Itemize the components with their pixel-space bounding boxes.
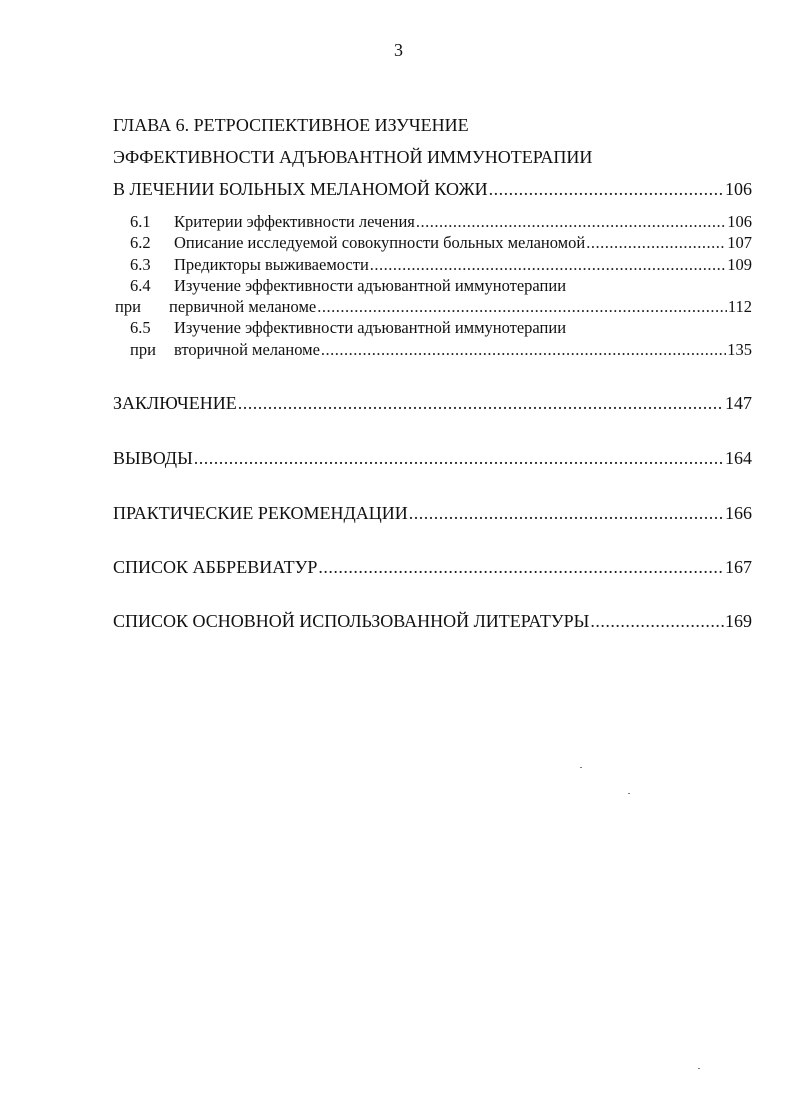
toc-entry-conclusion <box>113 393 752 414</box>
entry-page-number: 169 <box>725 611 752 631</box>
toc-section-6-2 <box>130 233 752 253</box>
entry-page-number: 167 <box>725 557 752 577</box>
section-title: Изучение эффективности адъювантной иммунотерапии <box>174 276 567 295</box>
section-number: 6.5 <box>130 318 151 337</box>
scan-speck <box>580 767 582 768</box>
entry-title: ПРАКТИЧЕСКИЕ РЕКОМЕНДАЦИИ <box>113 503 408 523</box>
toc-section-6-3 <box>130 255 752 275</box>
scan-speck <box>698 1068 700 1069</box>
section-prefix: при <box>115 297 141 316</box>
chapter-title-text: ЭФФЕКТИВНОСТИ АДЪЮВАНТНОЙ ИММУНОТЕРАПИИ <box>113 147 593 167</box>
section-page-number: 112 <box>727 297 752 316</box>
dot-leader <box>321 340 726 360</box>
dot-leader <box>416 212 726 232</box>
dot-leader <box>238 393 724 414</box>
section-title: Описание исследуемой совокупности больных меланомой <box>174 233 586 252</box>
toc-section-6-5 <box>130 318 752 338</box>
dot-leader <box>317 297 727 317</box>
section-title: Предикторы выживаемости <box>174 255 369 274</box>
chapter-title-text: В ЛЕЧЕНИИ БОЛЬНЫХ МЕЛАНОМОЙ КОЖИ <box>113 179 488 199</box>
entry-page-number: 166 <box>725 503 752 523</box>
entry-page-number: 164 <box>725 448 752 468</box>
chapter-title-line-1 <box>113 115 469 136</box>
dot-leader <box>194 448 724 469</box>
section-page-number: 109 <box>727 255 752 274</box>
section-number: 6.2 <box>130 233 151 252</box>
entry-title: ЗАКЛЮЧЕНИЕ <box>113 393 237 413</box>
section-number: 6.4 <box>130 276 151 295</box>
section-page-number: 106 <box>727 212 752 231</box>
entry-title: СПИСОК ОСНОВНОЙ ИСПОЛЬЗОВАННОЙ ЛИТЕРАТУРЫ <box>113 611 590 631</box>
chapter-title-line-2 <box>113 147 592 168</box>
dot-leader <box>370 255 726 275</box>
toc-section-6-1 <box>130 212 752 232</box>
section-number: 6.3 <box>130 255 151 274</box>
section-title-continuation: вторичной меланоме <box>174 340 320 359</box>
section-page-number: 107 <box>727 233 752 252</box>
page-number: 3 <box>394 40 403 60</box>
toc-entry-abbreviations <box>113 557 752 578</box>
chapter-title-line-3 <box>113 179 752 200</box>
toc-section-6-5-continuation <box>130 340 752 360</box>
dot-leader <box>489 179 724 200</box>
dot-leader <box>318 557 724 578</box>
toc-entry-findings <box>113 448 752 469</box>
section-page-number: 135 <box>727 340 752 359</box>
section-number: 6.1 <box>130 212 151 231</box>
dot-leader <box>586 233 726 253</box>
section-title: Критерии эффективности лечения <box>174 212 415 231</box>
dot-leader <box>409 503 724 524</box>
toc-entry-recommendations <box>113 503 752 524</box>
section-title-continuation: первичной меланоме <box>169 297 317 316</box>
entry-page-number: 147 <box>725 393 752 413</box>
scan-speck <box>628 793 630 794</box>
dot-leader <box>590 611 724 632</box>
entry-title: СПИСОК АББРЕВИАТУР <box>113 557 318 577</box>
toc-section-6-4-continuation <box>115 297 752 317</box>
entry-title: ВЫВОДЫ <box>113 448 193 468</box>
toc-section-6-4 <box>130 276 752 296</box>
chapter-page-number: 106 <box>725 179 752 199</box>
section-prefix: при <box>130 340 156 359</box>
chapter-title-text: ГЛАВА 6. РЕТРОСПЕКТИВНОЕ ИЗУЧЕНИЕ <box>113 115 469 135</box>
toc-entry-references <box>113 611 752 632</box>
section-title: Изучение эффективности адъювантной иммунотерапии <box>174 318 567 337</box>
